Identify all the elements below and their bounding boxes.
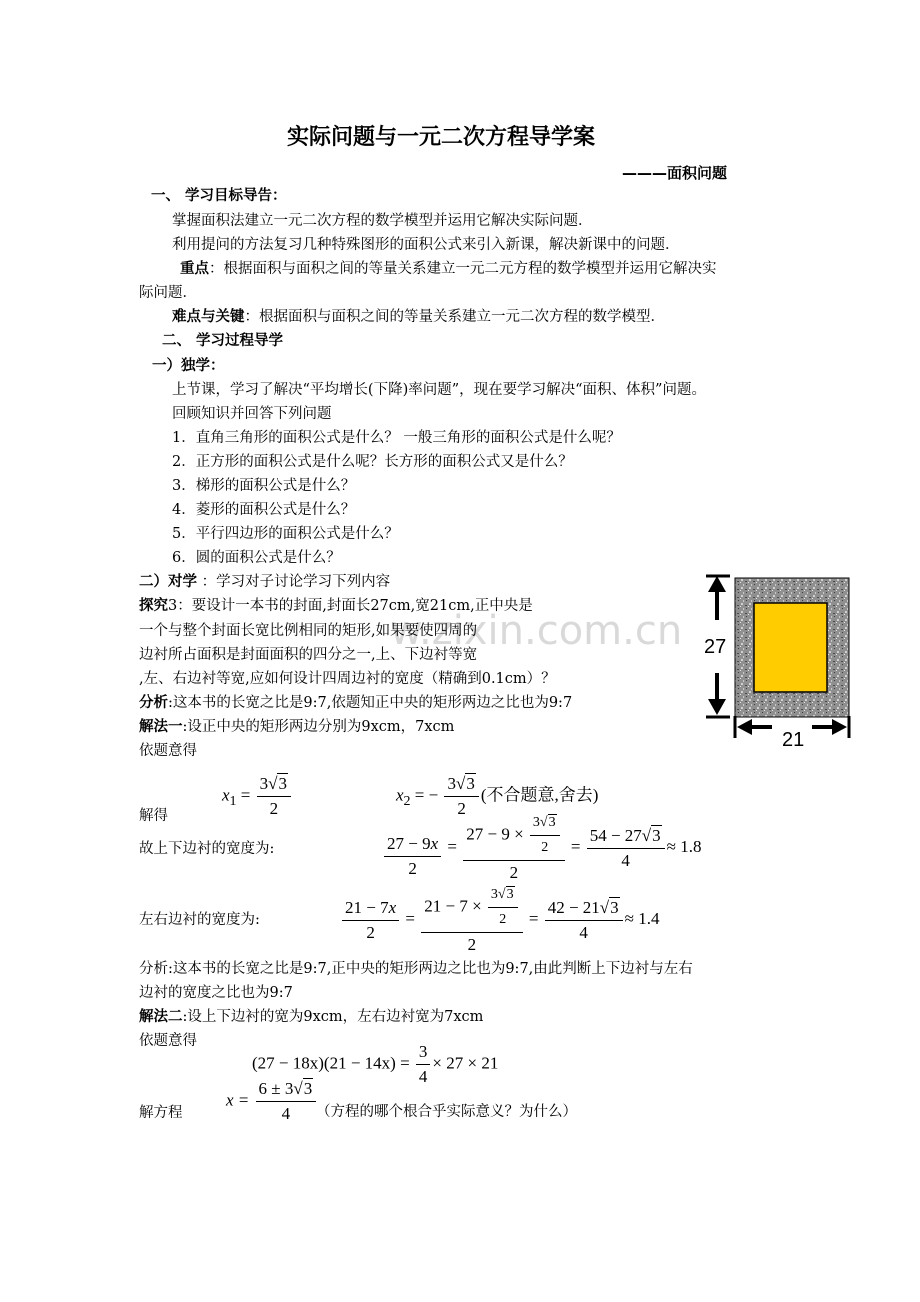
explore-line-2: 一个与整个封面长宽比例相同的矩形,如果要使四周的 bbox=[139, 623, 478, 639]
sol-note: （方程的哪个根合乎实际意义？为什么） bbox=[316, 1104, 577, 1120]
question-4: 4．菱形的面积公式是什么？ bbox=[172, 502, 356, 518]
lr-frac1-num: 21 − 7 bbox=[345, 897, 389, 917]
explore-line-1 bbox=[139, 596, 533, 616]
tb-result: ≈ 1.8 bbox=[666, 836, 702, 856]
section1-heading: 一、 学习目标导告： bbox=[151, 188, 287, 204]
x2-var: x bbox=[396, 785, 404, 805]
width-label: 21 bbox=[782, 729, 805, 750]
explore-line-3: 边衬所占面积是封面面积的四分之一,上、下边衬等宽 bbox=[139, 647, 478, 663]
x2-num-coef: 3 bbox=[447, 774, 456, 793]
lr-frac3-num: 42 − 21 bbox=[547, 897, 600, 917]
width-arrow-left-icon bbox=[737, 719, 752, 735]
eq2-frac bbox=[416, 1041, 431, 1088]
eq2-frac-num: 3 bbox=[416, 1041, 431, 1065]
sol-rad: 3 bbox=[303, 1079, 313, 1098]
tb-frac3-num: 54 − 27 bbox=[589, 825, 642, 845]
lr-frac2-inner-den: 2 bbox=[499, 912, 507, 927]
lr-frac1-den: 2 bbox=[366, 922, 375, 942]
x1-var: x bbox=[222, 785, 230, 805]
lr-frac3-den: 4 bbox=[579, 922, 588, 942]
x2-num-rad: 3 bbox=[466, 774, 475, 793]
eq2-frac-den: 4 bbox=[418, 1067, 428, 1086]
tb-frac3-den: 4 bbox=[621, 850, 630, 870]
height-label: 27 bbox=[704, 636, 727, 658]
part2-text: ：学习对子讨论学习下列内容 bbox=[197, 574, 391, 590]
sol-den: 4 bbox=[281, 1104, 291, 1123]
tb-frac3-rad: 3 bbox=[652, 825, 661, 845]
analysis-2-line-1: 分析:这本书的长宽之比是9:7,正中央的矩形两边之比也为9:7,由此判断上下边衬与左右 bbox=[139, 961, 693, 977]
lr-frac2-pre: 21 − 7 × bbox=[424, 896, 482, 916]
key-point-text: ：根据面积与面积之间的等量关系建立一元二元方程的数学模型并运用它解决实 bbox=[209, 261, 717, 277]
lr-result: ≈ 1.4 bbox=[624, 908, 660, 928]
tb-frac1-den: 2 bbox=[408, 858, 417, 878]
key-point-label: 重点 bbox=[180, 261, 209, 277]
difficulty-text: ：根据面积与面积之间的等量关系建立一元二次方程的数学模型． bbox=[244, 309, 665, 325]
question-6: 6．圆的面积公式是什么？ bbox=[172, 550, 341, 566]
width-arrow-right-icon bbox=[832, 719, 847, 735]
section2-heading: 二、 学习过程导学 bbox=[162, 333, 284, 349]
method1-label: 解法一 bbox=[139, 719, 183, 735]
method1 bbox=[139, 717, 454, 737]
book-cover-figure bbox=[700, 570, 860, 750]
lr-frac2-inner-coef: 3 bbox=[490, 887, 498, 902]
height-arrow-bottom-icon bbox=[708, 699, 726, 715]
x2-fraction: $\frac{3√3}{2}$ bbox=[444, 773, 478, 820]
explore-text-1: 3：要设计一本书的封面,封面长27cm,宽21cm,正中央是 bbox=[168, 598, 533, 614]
key-point-cont: 际问题． bbox=[139, 285, 197, 301]
question-3: 3．梯形的面积公式是什么？ bbox=[172, 478, 356, 494]
x1-sub: 1 bbox=[229, 793, 237, 809]
method1-text: :设正中央的矩形两边分别为9xcm，7xcm bbox=[182, 719, 455, 735]
x1-solution: $x_1$ = $\frac{3√3}{2}$ bbox=[222, 773, 293, 820]
page-title: 实际问题与一元二次方程导学案 bbox=[287, 125, 596, 150]
question-2: 2．正方形的面积公式是什么呢？长方形的面积公式又是什么？ bbox=[172, 454, 573, 470]
x2-sub: 2 bbox=[403, 793, 411, 809]
part1-heading: 一）独学： bbox=[152, 358, 225, 374]
lr-label: 左右边衬的宽度为: bbox=[139, 912, 260, 928]
x1-num-rad: 3 bbox=[278, 774, 287, 793]
x2-note: (不合题意,舍去) bbox=[480, 785, 599, 805]
intro-line-1: 上节课，学习了解决“平均增长(下降)率问题”，现在要学习解决“面积、体积”问题。 bbox=[172, 382, 706, 398]
tb-frac2-inner-coef: 3 bbox=[532, 815, 540, 830]
final-solution bbox=[226, 1078, 318, 1125]
lr-equation: $\frac{21 - 7x}{2}$ = 21 − 7 × $\frac{3√3}{2}$ 2 = $\frac{42 - 21√3}{4}$ ≈ 1.4 bbox=[340, 884, 659, 956]
tb-frac2-pre: 27 − 9 × bbox=[466, 824, 524, 844]
sol-num: 6 ± 3 bbox=[258, 1079, 294, 1098]
x1-num-coef: 3 bbox=[259, 774, 269, 793]
page-subtitle: ———面积问题 bbox=[622, 164, 728, 182]
lr-frac3-rad: 3 bbox=[610, 897, 619, 917]
sol-lhs: x = bbox=[226, 1090, 250, 1110]
x2-sign: − bbox=[428, 785, 439, 805]
lr-frac-2: 21 − 7 × $\frac{3√3}{2}$ 2 bbox=[421, 884, 522, 956]
tb-frac-1: $\frac{27 - 9x}{2}$ bbox=[384, 833, 441, 880]
lr-frac-1: $\frac{21 - 7x}{2}$ bbox=[342, 897, 399, 944]
sol-frac: $\frac{6 \pm 3√3}{4}$ bbox=[256, 1078, 317, 1125]
lr-frac2-inner-rad: 3 bbox=[506, 887, 514, 902]
analysis-label: 分析 bbox=[139, 695, 168, 711]
x1-den: 2 bbox=[269, 799, 279, 818]
solve-eq-label: 解方程 bbox=[139, 1105, 183, 1121]
method2-text: :设上下边衬的宽为9xcm，左右边衬宽为7xcm bbox=[182, 1009, 484, 1025]
cover-inner-rect bbox=[754, 603, 827, 692]
objective-line-2: 利用提问的方法复习几种特殊图形的面积公式来引入新课，解决新课中的问题． bbox=[172, 237, 680, 253]
part2-label: 二）对学 bbox=[139, 574, 197, 590]
part2-heading bbox=[139, 572, 390, 592]
according-1: 依题意得 bbox=[139, 743, 197, 759]
intro-line-2: 回顾知识并回答下列问题 bbox=[172, 406, 332, 422]
key-point bbox=[180, 259, 717, 279]
tb-equation: $\frac{27 - 9x}{2}$ = 27 − 9 × $\frac{3√3}{2}$ 2 = $\frac{54 - 27√3}{4}$ ≈ 1.8 bbox=[382, 812, 701, 884]
question-5: 5．平行四边形的面积公式是什么？ bbox=[172, 526, 399, 542]
objective-line-1: 掌握面积法建立一元二次方程的数学模型并运用它解决实际问题． bbox=[172, 213, 593, 229]
explore-line-4: ,左、右边衬等宽,应如何设计四周边衬的宽度（精确到0.1cm）？ bbox=[139, 671, 556, 687]
solve-label: 解得 bbox=[139, 808, 168, 824]
tb-frac2-den: 2 bbox=[509, 863, 519, 882]
eq2-lhs: (27 − 18x)(21 − 14x) = bbox=[252, 1053, 410, 1073]
question-1: 1．直角三角形的面积公式是什么？ 一般三角形的面积公式是什么呢？ bbox=[172, 430, 621, 446]
tb-frac2-inner-den: 2 bbox=[541, 840, 549, 855]
tb-frac-3: $\frac{54 - 27√3}{4}$ bbox=[587, 825, 665, 872]
analysis-1 bbox=[139, 693, 572, 713]
watermark: w.zixin.com.cn bbox=[390, 608, 683, 654]
x1-fraction: $\frac{3√3}{2}$ bbox=[257, 773, 291, 820]
lr-frac2-den: 2 bbox=[467, 935, 477, 954]
analysis-text: :这本书的长宽之比是9:7,依题知正中央的矩形两边之比也为9:7 bbox=[168, 695, 573, 711]
lr-frac-3: $\frac{42 - 21√3}{4}$ bbox=[545, 897, 623, 944]
analysis-2-line-2: 边衬的宽度之比也为9:7 bbox=[139, 985, 293, 1001]
tb-label: 故上下边衬的宽度为: bbox=[139, 841, 275, 857]
method2 bbox=[139, 1007, 483, 1027]
tb-frac2-inner-rad: 3 bbox=[548, 815, 556, 830]
difficulty bbox=[172, 307, 665, 327]
according-2: 依题意得 bbox=[139, 1033, 197, 1049]
x2-solution: $x_2$ = − $\frac{3√3}{2}$ (不合题意,舍去) bbox=[396, 774, 599, 818]
method2-label: 解法二 bbox=[139, 1009, 183, 1025]
explore-label: 探究 bbox=[139, 598, 168, 614]
difficulty-label: 难点与关键 bbox=[172, 309, 245, 325]
height-arrow-top-icon bbox=[708, 576, 726, 592]
eq2-rhs: × 27 × 21 bbox=[432, 1053, 499, 1073]
tb-frac1-num: 27 − 9 bbox=[387, 833, 431, 853]
tb-frac-2: 27 − 9 × $\frac{3√3}{2}$ 2 bbox=[463, 812, 564, 884]
x2-den: 2 bbox=[457, 799, 466, 818]
